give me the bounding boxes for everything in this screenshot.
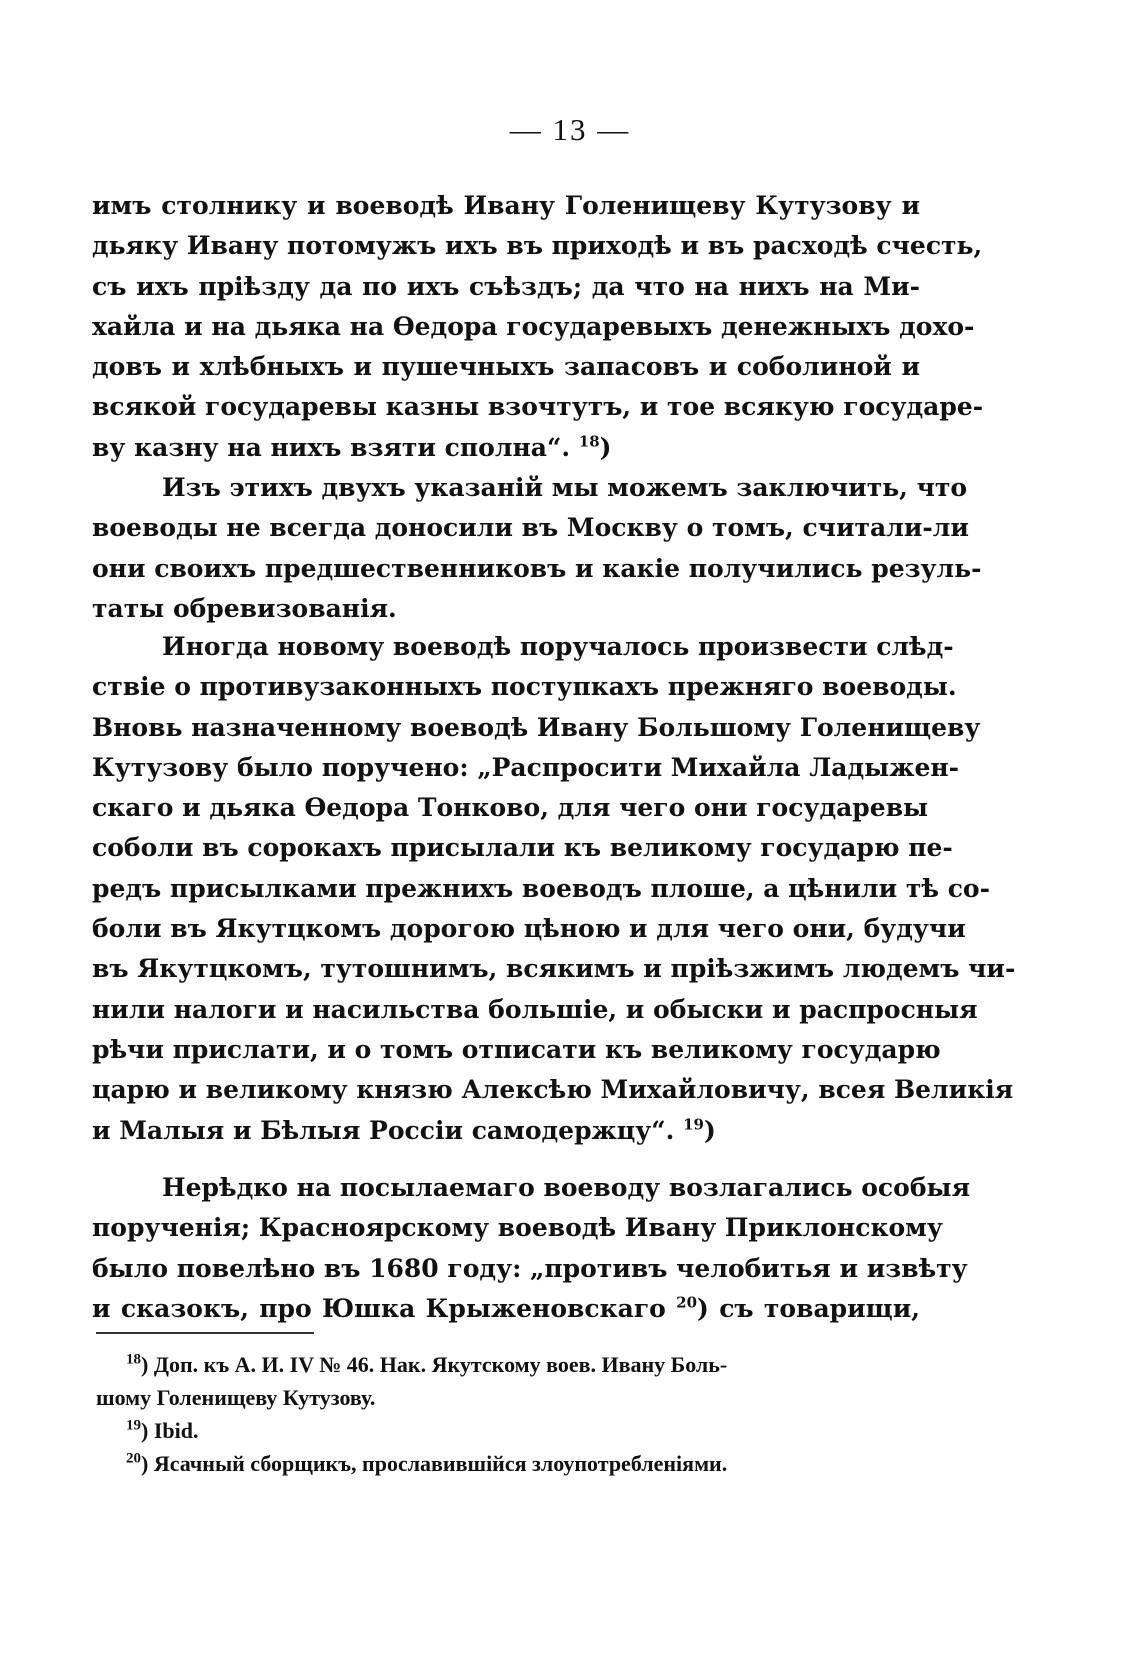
text-line: таты обревизованiя. [92,593,397,623]
footnote-19: $^{19}$) Ibid. [126,1417,199,1443]
text-line: порученiя; Красноярскому воеводѣ Ивану Приклонскому [92,1213,943,1243]
text-line: и сказокъ, про Юшка Крыженовскаго [92,1293,666,1323]
footnote-text: Ясачный сборщикъ, прославившiйся злоупотребленiями. [153,1451,728,1476]
footnote-ref-19[interactable]: 19 [683,1115,704,1134]
paragraph-1 [92,186,984,468]
footnote-divider [96,1332,314,1334]
paragraph-3 [92,627,1016,1151]
text-line: скаго и дьяка Ѳедора Тонково, для чего они государевы [92,793,929,823]
text-line: было повелѣно въ 1680 году: „противъ челобитья и извѣту [92,1253,968,1283]
footnotes [96,1348,920,1480]
text-line-last: ву казну на нихъ взяти сполна“. $^{18}$) [92,432,612,462]
text-line: Кутузову было поручено: „Распросити Михайла Ладыжен- [92,752,960,782]
text-line: редъ присылками прежнихъ воеводъ плоше, а цѣнили тѣ со- [92,873,990,903]
text-line: они своихъ предшественниковъ и какiе получились резуль- [92,553,982,583]
text-line-tail: съ товарищи, [719,1293,920,1323]
text-line: рѣчи прислати, и о томъ отписати къ великому государю [92,1034,941,1064]
text-line: и Малыя и Бѣлыя Россiи самодержцу“. [92,1115,675,1145]
text-line: съ ихъ прiѣзду да по ихъ съѣздъ; да что на нихъ на Ми- [92,271,920,301]
text-line: дьяку Ивану потомужъ ихъ въ приходѣ и въ расходѣ счесть, [92,231,983,261]
footnote-18: $^{18}$) Доп. къ А. И. IV № 46. Нак. Якутскому воев. Ивану Боль- [126,1351,728,1377]
footnote-number: 18 [126,1351,141,1368]
text-line: Изъ этихъ двухъ указанiй мы можемъ заключить, что [162,473,968,502]
paragraph-4 [92,1168,971,1329]
text-line: царю и великому князю Алексѣю Михайловичу, всея Великiя [92,1075,1014,1105]
page-number: — 13 — [509,112,631,147]
text-line: хайла и на дьяка на Ѳедора государевыхъ денежныхъ дохо- [92,311,975,341]
text-line: Вновь назначенному воеводѣ Ивану Большому Голенищеву [92,712,981,742]
text-line-last: и Малыя и Бѣлыя Россiи самодержцу“. $^{19}$) [92,1115,716,1145]
text-line: боли въ Якутцкомъ дорогою цѣною и для чего они, будучи [92,914,966,944]
text-line: воеводы не всегда доносили въ Москву о томъ, считали-ли [92,513,969,543]
footnote-20: $^{20}$) Ясачный сборщикъ, прославившiйся злоупотребленiями. [126,1450,728,1476]
text-line: нили налоги и насильства большiе, и обыски и распросныя [92,994,978,1024]
text-line: ствiе о противузаконныхъ поступкахъ прежняго воеводы. [92,672,957,702]
footnote-number: 20 [126,1450,141,1467]
text-line: довъ и хлѣбныхъ и пушечныхъ запасовъ и соболиной и [92,352,920,382]
text-line: Нерѣдко на посылаемаго воеводу возлагались особыя [162,1173,971,1202]
footnote-text: Ibid. [153,1418,199,1443]
text-line: всякой государевы казны взочтутъ, и тое всякую государе- [92,392,984,422]
paragraph-2 [92,468,982,629]
text-line: соболи въ сорокахъ присылали къ великому государю пе- [92,833,953,863]
footnote-ref-18[interactable]: 18 [578,432,600,451]
text-line: ву казну на нихъ взяти сполна“. [92,432,571,462]
text-line: Иногда новому воеводѣ поручалось произвести слѣд- [162,632,954,661]
footnote-text: шому Голенищеву Кутузову. [96,1385,376,1410]
footnote-number: 19 [126,1417,141,1434]
text-line: въ Якутцкомъ, тутошнимъ, всякимъ и прiѣзжимъ людемъ чи- [92,954,1016,984]
text-line: имъ столнику и воеводѣ Ивану Голенищеву Кутузову и [92,191,920,220]
footnote-ref-20[interactable]: 20 [676,1293,698,1312]
footnote-text: Доп. къ А. И. IV № 46. Нак. Якутскому воев. Ивану Боль- [153,1352,728,1377]
text-line-with-ref: и сказокъ, про Юшка Крыженовскаго $^{20}$) съ товарищи, [92,1293,920,1323]
